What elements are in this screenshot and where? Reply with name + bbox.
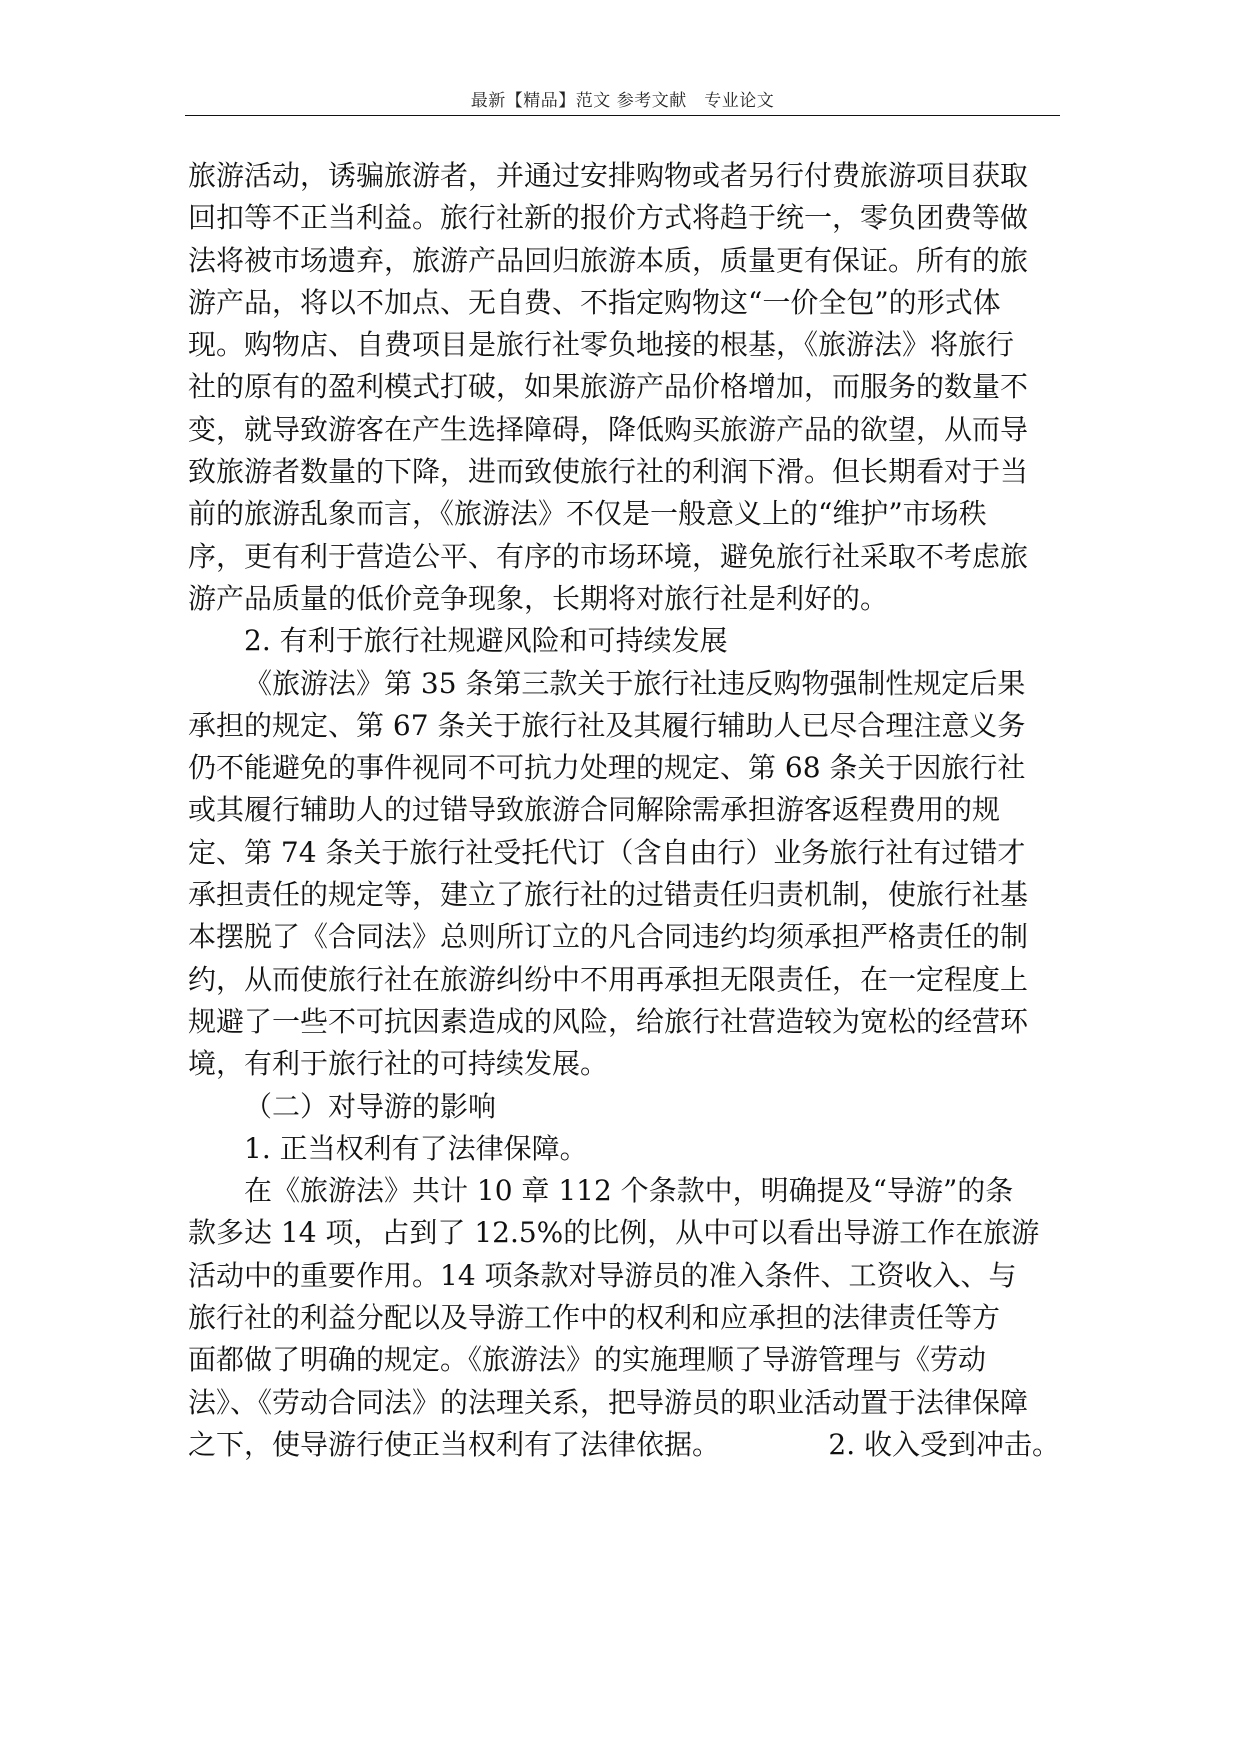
paragraph-line: 活动中的重要作用。14 项条款对导游员的准入条件、工资收入、与 bbox=[188, 1258, 1017, 1292]
paragraph-line: 游产品质量的低价竞争现象，长期将对旅行社是利好的。 bbox=[188, 581, 889, 615]
section-heading: 1. 正当权利有了法律保障。 bbox=[244, 1131, 588, 1165]
page-header: 最新【精品】范文 参考文献 专业论文 bbox=[470, 91, 775, 111]
paragraph-line: 现。购物店、自费项目是旅行社零负地接的根基，《旅游法》将旅行 bbox=[188, 328, 1015, 362]
paragraph-text: 之下，使导游行使正当权利有了法律依据。 bbox=[188, 1427, 721, 1461]
paragraph-line: 旅游活动，诱骗旅游者，并通过安排购物或者另行付费旅游项目获取 bbox=[188, 159, 1029, 192]
paragraph-line: 定、第 74 条关于旅行社受托代订（含自由行）业务旅行社有过错才 bbox=[188, 835, 1026, 869]
paragraph-line: 前的旅游乱象而言，《旅游法》不仅是一般意义上的“维护”市场秩 bbox=[188, 497, 987, 531]
paragraph-line: 社的原有的盈利模式打破，如果旅游产品价格增加，而服务的数量不 bbox=[188, 370, 1029, 404]
paragraph-line: 境，有利于旅行社的可持续发展。 bbox=[188, 1047, 609, 1081]
paragraph-line: 回扣等不正当利益。旅行社新的报价方式将趋于统一，零负团费等做 bbox=[188, 201, 1029, 235]
paragraph-line: 法将被市场遗弃，旅游产品回归旅游本质，质量更有保证。所有的旅 bbox=[188, 243, 1029, 277]
paragraph-line: 序，更有利于营造公平、有序的市场环境，避免旅行社采取不考虑旅 bbox=[188, 539, 1029, 573]
document-body bbox=[188, 155, 1060, 1466]
paragraph-line: 或其履行辅助人的过错导致旅游合同解除需承担游客返程费用的规 bbox=[188, 793, 1001, 827]
section-heading: 2. 有利于旅行社规避风险和可持续发展 bbox=[244, 624, 728, 658]
paragraph-line: 在《旅游法》共计 10 章 112 个条款中，明确提及“导游”的条 bbox=[244, 1174, 1014, 1208]
paragraph-line: 变，就导致游客在产生选择障碍，降低购买旅游产品的欲望，从而导 bbox=[188, 412, 1029, 446]
paragraph-line: 仍不能避免的事件视同不可抗力处理的规定、第 68 条关于因旅行社 bbox=[188, 751, 1026, 785]
paragraph-line: 面都做了明确的规定。《旅游法》的实施理顺了导游管理与《劳动 bbox=[188, 1343, 987, 1377]
paragraph-line bbox=[188, 1424, 1060, 1466]
paragraph-line: 规避了一些不可抗因素造成的风险，给旅行社营造较为宽松的经营环 bbox=[188, 1004, 1029, 1038]
paragraph-line: 承担的规定、第 67 条关于旅行社及其履行辅助人已尽合理注意义务 bbox=[188, 708, 1026, 742]
section-heading: 2. 收入受到冲击。 bbox=[828, 1427, 1060, 1461]
paragraph-line: 本摆脱了《合同法》总则所订立的凡合同违约均须承担严格责任的制 bbox=[188, 920, 1029, 954]
paragraph-line: 款多达 14 项，占到了 12.5%的比例，从中可以看出导游工作在旅游 bbox=[188, 1216, 1040, 1250]
paragraph-line: 承担责任的规定等，建立了旅行社的过错责任归责机制，使旅行社基 bbox=[188, 878, 1029, 912]
paragraph-line: 游产品，将以不加点、无自费、不指定购物这“一价全包”的形式体 bbox=[188, 285, 1001, 319]
header-divider bbox=[185, 115, 1060, 116]
paragraph-line: 《旅游法》第 35 条第三款关于旅行社违反购物强制性规定后果 bbox=[244, 666, 1026, 700]
paragraph-line: 致旅游者数量的下降，进而致使旅行社的利润下滑。但长期看对于当 bbox=[188, 455, 1029, 489]
paragraph-line: 法》、《劳动合同法》的法理关系，把导游员的职业活动置于法律保障 bbox=[188, 1385, 1029, 1419]
paragraph-line: 约，从而使旅行社在旅游纠纷中不用再承担无限责任，在一定程度上 bbox=[188, 962, 1029, 996]
section-heading: （二）对导游的影响 bbox=[244, 1089, 497, 1123]
paragraph-line: 旅行社的利益分配以及导游工作中的权利和应承担的法律责任等方 bbox=[188, 1301, 1001, 1335]
